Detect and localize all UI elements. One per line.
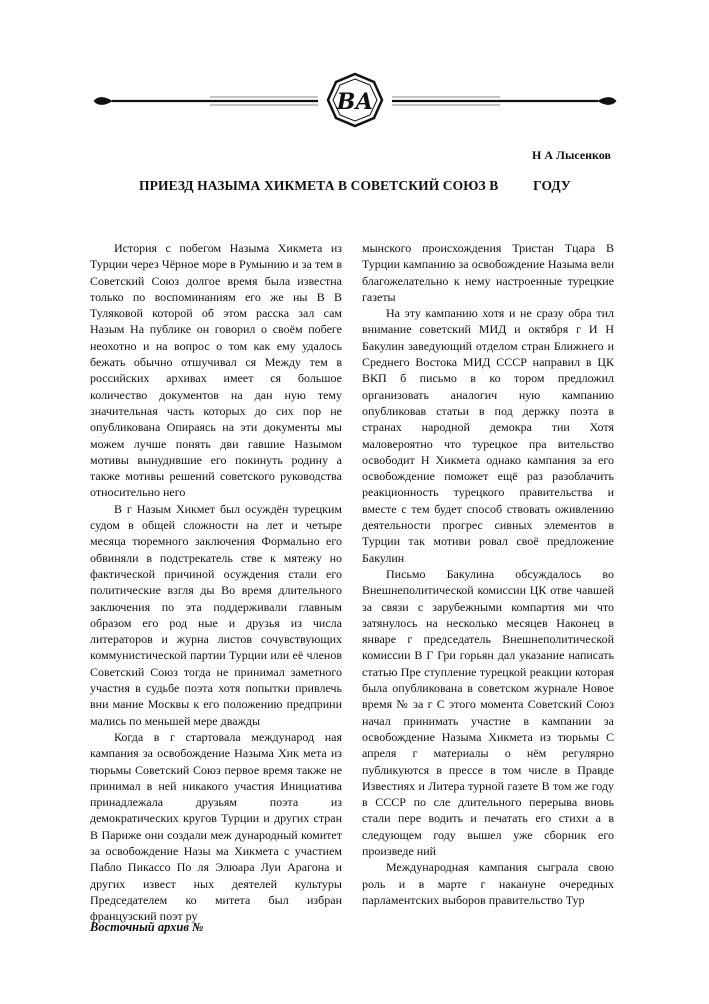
paragraph: мынского происхождения Тристан Тцара В Турции кампанию за освобождение Назыма вели благожелательно к нему настроенные турецкие газеты <box>362 241 614 304</box>
author-name: Н А Лысенков <box>532 148 611 162</box>
paragraph: Письмо Бакулина обсуждалось во Внешнеполитической комиссии ЦК отве чавшей за связи с зарубежными компартия ми что затянулось на несколько месяцев Наконец в январе г председатель Внешнеполитической комиссии В Г Гри горьян дал указание написать статью Пре ступление турецкой реакции которая была опубликована в советском журнале Новое время № за г С этого момента Советский Союз начал принимать участие в кампании за освобождение Назыма Хикмета из тюрьмы С апреля г материалы о нём регулярно публикуются в прессе в том числе в Правде Известиях и Литера турной газете В том же году в СССР по сле длительного перерыва вновь стали пере водить и печатать его стихи а в следующем году вышел уже сборник его произведе ний <box>362 566 614 858</box>
paragraph: В г Назым Хикмет был осуждён турецким судом в общей сложности на лет и четыре месяца тюремного заключения Формально его обвиняли в подстрекатель стве к мятежу но фактической причиной осуждения стали его политические взгля ды Во время длительного заключения по эта поддерживали главным образом его род ные и друзья из числа литераторов и журна листов сочувствующих коммунистической партии Турции или её членов Советский Союз тогда не принимал заметного участия в судьбе поэта хотя попытки привлечь вни мание Москвы к его положению предприни мались по меньшей мере дважды <box>90 501 342 728</box>
left-text-column <box>90 240 342 924</box>
right-ornament-icon <box>392 97 616 105</box>
left-ornament-icon <box>94 97 318 105</box>
journal-logo <box>90 72 620 128</box>
right-text-column <box>362 240 614 908</box>
paragraph: Международная кампания сыграла свою роль и в марте г накануне очередных парламентских выборов правительство Тур <box>362 860 614 907</box>
paragraph: На эту кампанию хотя и не сразу обра тил внимание советский МИД и октября г И Н Бакулин заведующий отделом стран Ближнего и Среднего Востока МИД СССР направил в ЦК ВКП б письмо в ко тором предложил организовать аналогич ную кампанию опубликовав статьи в под держку поэта в странах народной демокра тии Хотя маловероятно что турецкое пра вительство освободит Н Хикмета однако кампания за его освобождение поможет ещё раз разоблачить реакционность турецкого правительства и вместе с тем будет способ ствовать оживлению деятельности прогрес сивных элементов в Турции так мотиви ровал своё предложение Бакулин <box>362 306 614 565</box>
journal-footer: Восточный архив № <box>90 920 204 934</box>
svg-text:ВА: ВА <box>336 89 374 115</box>
article-title: ПРИЕЗД НАЗЫМА ХИКМЕТА В СОВЕТСКИЙ СОЮЗ В ГОДУ <box>139 178 571 193</box>
paragraph: Когда в г стартовала международ ная кампания за освобождение Назыма Хик мета из тюрьмы Советский Союз первое время также не принимал в ней никакого участия Инициатива принадлежала друзьям поэта из демократических кругов Турции и других стран В Париже они создали меж дународный комитет за освобождение Назы ма Хикмета с участием Пабло Пикассо По ля Элюара Луи Арагона и других извест ных деятелей культуры Председателем ко митета был избран французский поэт ру <box>90 729 342 924</box>
paragraph: История с побегом Назыма Хикмета из Турции через Чёрное море в Румынию и за тем в Советский Союз долгое время была известна только по воспоминаниям его же ны В В Туляковой которой об этом расска зал сам Назым На публике он говорил о своём побеге неохотно и на вопрос о том как ему удалось бежать обычно отшучивал ся Между тем в российских архивах имеет ся большое количество документов на дан ную тему значительная часть которых до сих пор не опубликована Опираясь на эти документы мы можем лучше понять дви гавшие Назымом мотивы вынудившие его покинуть родину а также мотивы решений советского руководства относительно него <box>90 241 342 500</box>
emblem-icon <box>328 74 382 126</box>
